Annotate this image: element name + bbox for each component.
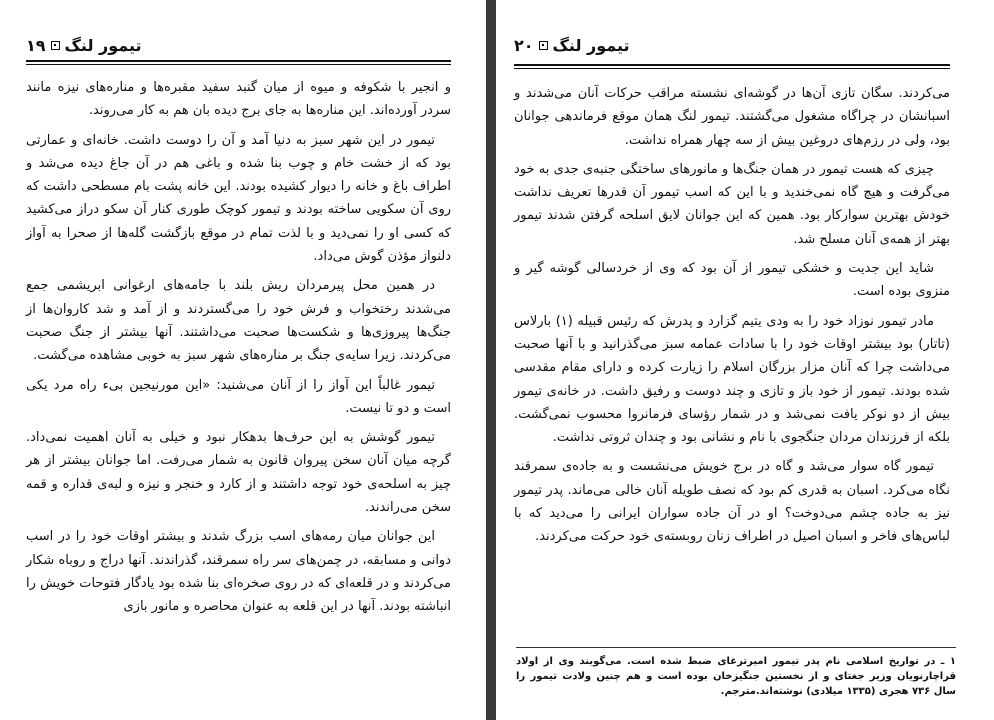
paragraph: شاید این جدیت و خشکی تیمور از آن بود که وی از خردسالی گوشه گیر و منزوی بوده است. xyxy=(514,261,950,300)
ornament-square-icon xyxy=(539,41,548,50)
book-gutter xyxy=(486,0,496,720)
left-page-number: ۱۹ xyxy=(26,35,46,55)
paragraph: تیمور گوشش به این حرف‌ها بدهکار نبود و خیلی به آنان اهمیت نمی‌داد. گرچه میان آنان سخن پیروان قانون به شمار می‌رفت. اما جوانان بیشتر از هر چیز به اسلحه‌ی خود توجه داشتند و از کارد و خنجر و نیزه و لبه‌ی قداره و قمه سخن می‌راندند. xyxy=(26,430,451,516)
paragraph: و انجیر با شکوفه و میوه از میان گنبد سفید مقبره‌ها و مناره‌های نیزه مانند سردر آورده‌اند. این مناره‌ها به جای برج دیده بان هم به کار می‌روند. xyxy=(26,80,451,119)
header-rule xyxy=(514,64,950,66)
paragraph: چیزی که هست تیمور در همان جنگ‌ها و مانورهای ساختگی جنبه‌ی جدی به خود می‌گرفت و هیچ گاه نمی‌خندید و با این که اسب تیمور آن قدرها تعریف نداشت خودش بهترین سوارکار بود. همین که این جوانان لایق اسلحه گرفتن شدند تیمور بهتر از همه‌ی آنان مسلح شد. xyxy=(514,161,950,247)
ornament-square-icon xyxy=(51,41,60,50)
right-page xyxy=(496,0,994,720)
left-running-title: تیمور لنگ xyxy=(64,35,142,55)
footnote-rule xyxy=(516,647,956,648)
paragraph: می‌کردند. سگان تازی آن‌ها در گوشه‌ای نشسته مراقب حرکات آنان می‌شدند و اسبانشان در چراگاه مشغول می‌گشتند. تیمور لنگ همان موقع فرماندهی جوانان بود، ولی در رزم‌های دروغین بیش از سه چهار همراه نداشت. xyxy=(514,86,950,148)
footnote: ۱ ـ در تواریخ اسلامی نام پدر تیمور امیرترغای ضبط شده است. می‌گویند وی از اولاد قراچارنویان وزیر جغتای و از نخستین جنگیزخان بوده است و هم چنین ولادت تیمور را سال ۷۳۶ هجری (۱۳۳۵ میلادی) نوشته‌اند.مترجم. xyxy=(516,656,956,697)
left-page xyxy=(0,0,486,720)
header-rule-thin xyxy=(26,64,451,65)
header-rule-thin xyxy=(514,68,950,69)
paragraph: تیمور در این شهر سبز به دنیا آمد و آن را دوست داشت. خانه‌ای و عمارتی بود که از خشت خام و چوب بنا شده و باغی هم در آن جاغ دیده می‌شد و اطراف باغ و خانه را دیوار کشیده بودند. این خانه پشت بام مسطحی داشت که روی آن سکویی ساخته بودند و تیمور کوچک طوری کنار آن سکو دراز می‌کشید که کسی او را نمی‌دید و با لذت تمام در موقع بازگشت گله‌ها از صحرا به آواز دلنواز مؤذن گوش می‌داد. xyxy=(26,132,451,265)
paragraph: تیمور گاه سوار می‌شد و گاه در برج خویش می‌نشست و به جاده‌ی سمرقند نگاه می‌کرد. اسبان به قدری کم بود که نصف طویله آنان خالی می‌ماند. پدر تیمور نیز به جاده چشم می‌دوخت؟ او در آن جاده سواران ایرانی را می‌دید که با لباس‌های فاخر و اسبان اصیل در اطراف زنان روبسته‌ی خود حرکت می‌کردند. xyxy=(514,459,950,545)
paragraph: این جوانان میان رمه‌های اسب بزرگ شدند و بیشتر اوقات خود را در اسب دوانی و مسابقه، در چمن‌های سر راه سمرقند، گذراندند. آنها دراج و روباه شکار می‌کردند و در قلعه‌ای که در روی صخره‌ای بنا شده بود یادگار فتوحات خویش را انباشته بودند. آنها در این قلعه به عنوان محاصره و مانور بازی xyxy=(26,529,451,615)
right-page-number: ۲۰ xyxy=(514,35,534,55)
paragraph: در همین محل پیرمردان ریش بلند با جامه‌های ارغوانی ابریشمی جمع می‌شدند رختخواب و فرش خود را می‌گستردند و از آمد و شد کاروان‌ها از جنگ‌ها پیروزی‌ها و شکست‌ها صحبت می‌داشتند. آنها بیشتر از جنگ صحبت می‌کردند. زیرا سایه‌ی جنگ بر مناره‌های شهر سبز به خوبی مشاهده می‌گشت. xyxy=(26,278,451,364)
paragraph: تیمور غالباً این آواز را از آنان می‌شنید: «این مورنیجین بیء راه مرد یکی است و دو تا نیست. xyxy=(26,377,451,416)
left-page-header xyxy=(26,34,142,56)
left-body-text xyxy=(26,76,451,625)
paragraph: مادر تیمور نوزاد خود را به ودی یتیم گزارد و پدرش که رئیس قبیله (۱) بارلاس (تاتار) بود بیشتر اوقات خود را با سادات عمامه سبز می‌گذرانید و با آنها صحبت می‌داشت چرا که آنان مزار بزرگان اسلام را زیارت کرده و دارای مقام مقدسی شده بودند. تیمور از خود باز و تازی و چند دوست و رفیق داشت. در خانه‌ی تیمور بیش از دو نوکر یافت نمی‌شد و در شمار رؤسای فرمانروا محسوب نمی‌گشت. بلکه از فرزندان مردان جنگجوی با نام و نشانی بود و چندان ثروتی نداشت. xyxy=(514,313,950,446)
right-running-title: تیمور لنگ xyxy=(552,35,630,55)
right-body-text xyxy=(514,82,950,555)
right-page-header xyxy=(514,34,630,56)
header-rule xyxy=(26,60,451,62)
